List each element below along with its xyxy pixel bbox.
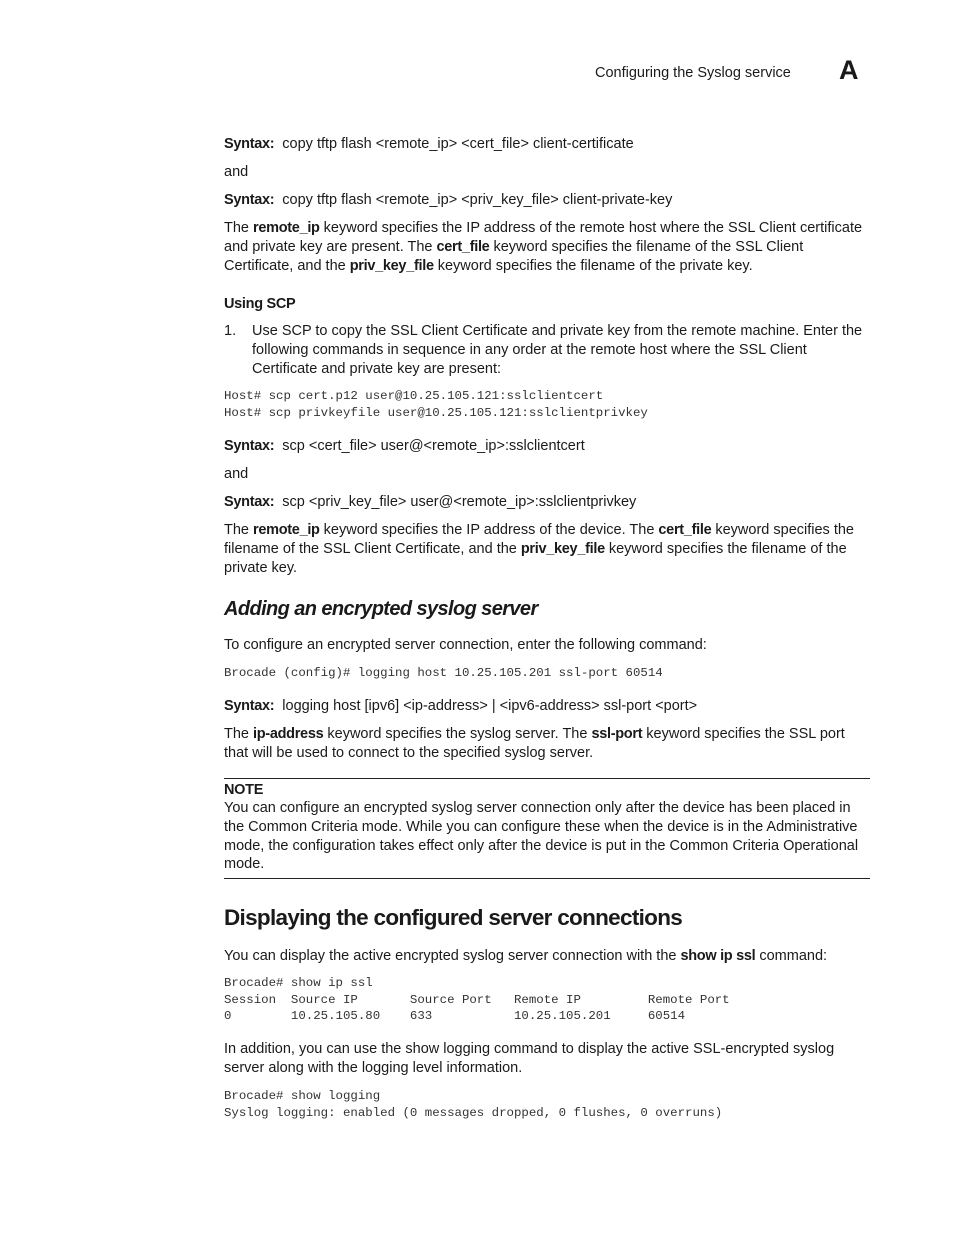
note-text: You can configure an encrypted syslog server connection only after the device has been placed in the Common Criteria mode. While you can configure these when the device is in the Administrative mode, the configuration takes effect only after the device is put in the Common Criteria Operational mode. <box>224 800 859 873</box>
keyword: priv_key_file <box>349 257 434 274</box>
code-block: Brocade# show ip ssl Session Source IP Source Port Remote IP Remote Port 0 10.25.105.80 633 10.25.105.201 60514 <box>224 976 730 1023</box>
syntax-line <box>224 437 870 456</box>
keyword: show ip ssl <box>680 948 756 964</box>
syntax-label: Syntax: <box>224 192 275 208</box>
syntax-text: logging host [ipv6] <ip-address> | <ipv6-address> ssl-port <port> <box>282 698 698 714</box>
syntax-label: Syntax: <box>224 698 275 714</box>
keyword: ssl-port <box>591 726 643 742</box>
keyword: remote_ip <box>253 522 320 538</box>
syntax-line <box>224 135 870 154</box>
syntax-line <box>224 191 870 210</box>
using-scp-heading: Using SCP <box>224 296 296 312</box>
section-heading: Displaying the configured server connections <box>224 905 683 930</box>
running-header: Configuring the Syslog service <box>595 65 791 81</box>
paragraph: To configure an encrypted server connection, enter the following command: <box>224 637 707 653</box>
keyword: cert_file <box>658 522 712 538</box>
syntax-text: copy tftp flash <remote_ip> <cert_file> client-certificate <box>282 136 634 152</box>
keyword: cert_file <box>436 238 490 255</box>
note-top-rule <box>224 778 870 779</box>
syntax-line <box>224 697 870 716</box>
keyword: remote_ip <box>253 220 320 236</box>
and-text: and <box>224 466 249 482</box>
paragraph: In addition, you can use the show logging command to display the active SSL-encrypted syslog server along with the logging level information. <box>224 1041 835 1076</box>
paragraph: The remote_ip keyword specifies the IP address of the remote host where the SSL Client certificate and private key are present. The cert_file keyword specifies the filename of the SSL Client Certificate, and the priv_key_file keyword specifies the filename of the private key. <box>224 220 863 274</box>
code-block: Host# scp cert.p12 user@10.25.105.121:sslclientcert Host# scp privkeyfile user@10.25.105.121:sslclientprivkey <box>224 389 648 420</box>
paragraph: You can display the active encrypted syslog server connection with the show ip ssl command: <box>224 948 828 964</box>
syntax-label: Syntax: <box>224 494 275 510</box>
paragraph: The remote_ip keyword specifies the IP address of the device. The cert_file keyword specifies the filename of the SSL Client Certificate, and the priv_key_file keyword specifies the filename of the private key. <box>224 522 854 576</box>
list-number: 1. <box>224 323 237 339</box>
paragraph: The ip-address keyword specifies the syslog server. The ssl-port keyword specifies the SSL port that will be used to connect to the specified syslog server. <box>224 726 845 761</box>
keyword: ip-address <box>253 726 324 742</box>
list-item-text: Use SCP to copy the SSL Client Certificate and private key from the remote machine. Enter the following commands in sequence in any order at the remote host where the SSL Client Certificate and private key are present: <box>252 323 863 377</box>
syntax-text: scp <priv_key_file> user@<remote_ip>:sslclientprivkey <box>282 494 637 510</box>
keyword: priv_key_file <box>520 540 605 557</box>
note-bottom-rule <box>224 878 870 879</box>
code-block: Brocade (config)# logging host 10.25.105.201 ssl-port 60514 <box>224 666 663 680</box>
syntax-label: Syntax: <box>224 438 275 454</box>
and-text: and <box>224 164 249 180</box>
appendix-letter: A <box>839 55 859 85</box>
code-block: Brocade# show logging Syslog logging: enabled (0 messages dropped, 0 flushes, 0 overruns) <box>224 1089 723 1120</box>
syntax-text: copy tftp flash <remote_ip> <priv_key_file> client-private-key <box>282 192 673 208</box>
subsection-heading: Adding an encrypted syslog server <box>224 598 538 620</box>
note-label: NOTE <box>224 782 264 798</box>
syntax-label: Syntax: <box>224 136 275 152</box>
list-item <box>224 322 870 378</box>
syntax-line <box>224 493 870 512</box>
syntax-text: scp <cert_file> user@<remote_ip>:sslclientcert <box>282 438 585 454</box>
